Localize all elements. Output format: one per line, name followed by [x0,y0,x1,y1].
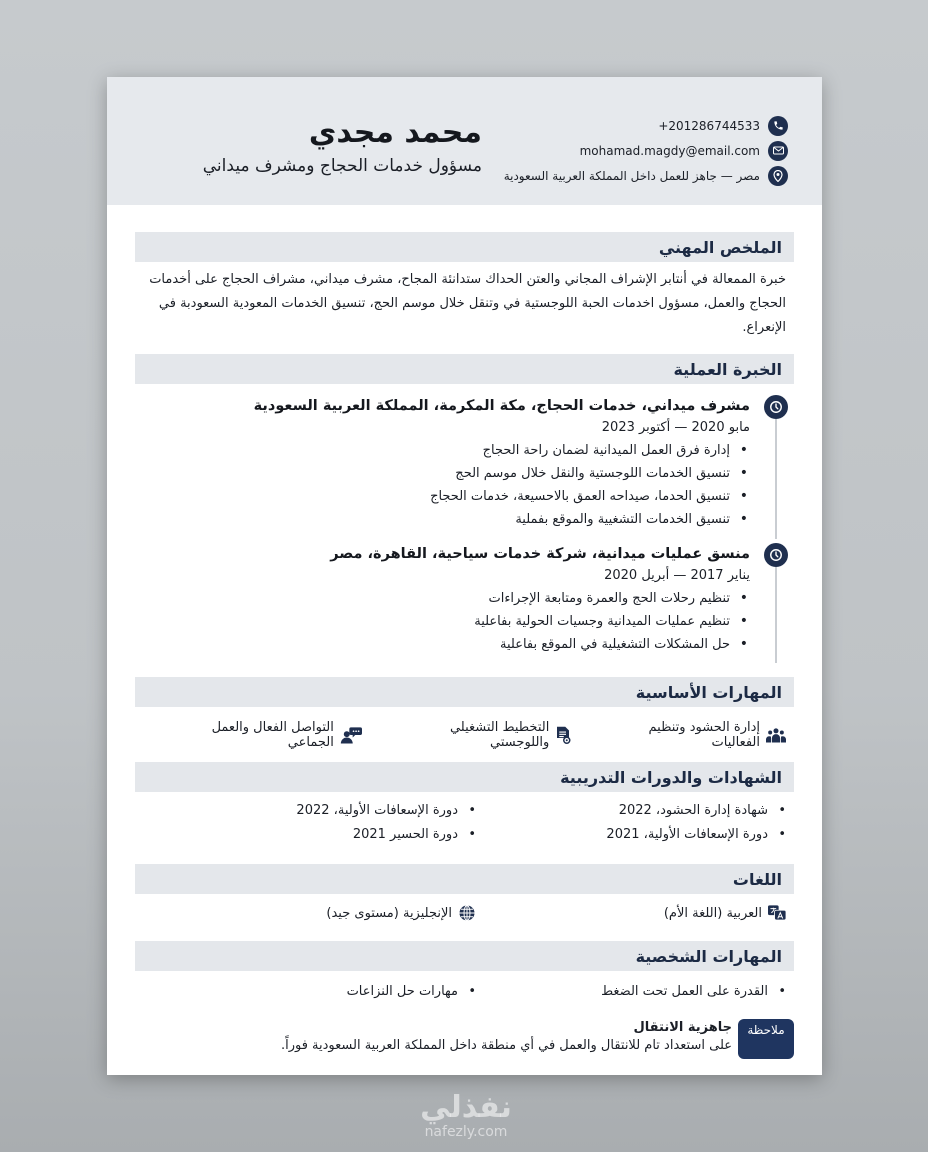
job-bullet: • تنظيم عمليات الميدانية وجسيات الحولية بفاعلية [137,610,730,633]
email-address[interactable]: mohamad.magdy@email.com [579,143,760,158]
section-certificates-header [135,762,794,792]
job-bullet: • تنسيق الحدما، صيداحه العمق بالاحسيعة، خدمات الحجاج [137,485,730,508]
section-summary-header [135,232,794,262]
location-text: مصر — جاهز للعمل داخل المملكة العربية السعودية [503,168,760,183]
note-badge: ملاحظة [738,1019,794,1059]
section-soft-skills-header [135,941,794,971]
certificate-item: • دورة الإسعافات الأولية، 2021 [476,823,786,847]
language-item [476,905,786,922]
resume-header [107,77,822,205]
core-skill-label: التخطيط التشغيلي واللوجستي [449,720,550,750]
languages-row [137,904,786,922]
language-label: الإنجليزية (مستوى جيد) [326,905,452,921]
name-block [203,115,482,177]
location-pin-icon [768,166,788,186]
job-entry [137,395,788,531]
job-bullet: • إدارة فرق العمل الميدانية لضمان راحة الحجاج [137,439,730,462]
timeline-line [775,567,777,663]
candidate-name: محمد مجدي [308,115,482,150]
certificates-list [137,799,786,847]
job-dates: يناير 2017 — أبريل 2020 [604,568,750,583]
phone-icon [768,116,788,136]
certificate-item: • شهادة إدارة الحشود، 2022 [476,799,786,823]
clock-icon [764,395,788,419]
people-group-icon [766,727,786,743]
soft-skills-column [166,980,476,1004]
job-title: منسق عمليات ميدانية، شركة خدمات سياحية، القاهرة، مصر [330,546,750,562]
timeline-line [775,419,777,539]
relocation-note [281,1019,794,1059]
soft-skills-list [137,980,786,1004]
job-bullet: • تنظيم رحلات الحج والعمرة ومتابعة الإجراءات [137,587,730,610]
note-heading: جاهزية الانتقال [633,1020,732,1035]
section-experience-header [135,354,794,384]
section-heading: الخبرة العملية [673,359,782,379]
core-skill-item [599,720,786,750]
certificates-column [166,799,476,847]
globe-icon [458,904,476,922]
phone-number[interactable]: +201286744533 [658,118,760,133]
core-skill-item [390,720,571,750]
watermark-latin: nafezly.com [424,1124,508,1140]
core-skill-label: إدارة الحشود وتنظيم الفعاليات [648,720,760,750]
core-skill-item [165,720,362,750]
document-gear-icon [555,726,571,744]
job-bullets [137,587,730,656]
watermark-logo [406,1092,526,1140]
certificate-item: • دورة الإسعافات الأولية، 2022 [166,799,476,823]
translate-icon [768,905,786,922]
job-bullet: • تنسيق الخدمات التشغيية والموقع بفملية [137,508,730,531]
section-heading: الملخص المهني [658,237,782,257]
resume-page [107,77,822,1075]
job-entry [137,543,788,656]
watermark-arabic: نفذلي [420,1090,512,1125]
section-heading: المهارات الشخصية [635,946,782,966]
candidate-title: مسؤول خدمات الحجاج ومشرف ميداني [202,156,482,176]
job-bullet: • حل المشكلات التشغيلية في الموقع بفاعلية [137,633,730,656]
section-languages-header [135,864,794,894]
certificate-item: • دورة الحسير 2021 [166,823,476,847]
section-heading: المهارات الأساسية [635,682,782,702]
job-title: مشرف ميداني، خدمات الحجاج، مكة المكرمة، المملكة العربية السعودية [253,398,750,414]
section-heading: الشهادات والدورات التدريبية [560,767,782,787]
soft-skill-item: • القدرة على العمل تحت الضغط [476,980,786,1004]
certificates-column [476,799,786,847]
summary-text: خبرة الممعالة في أنتابر الإشراف المجاني والعتن الحداك ستدانئة المجاح، مشرف ميداني، مشراف الحجاج على أخدمات الحجاج والعمل، مسؤول اخدمات الحبة اللوجستية في وتنقل خلال موسم الحج، تنسيق الخدمات المعودية السعودبة في الإنعراع. [149,272,786,335]
contact-phone [504,113,788,138]
note-text: على استعداد تام للانتقال والعمل في أي منطقة داخل المملكة العربية السعودية فوراً. [280,1038,732,1053]
contact-list [504,113,788,188]
section-core-skills-header [135,677,794,707]
soft-skill-item: • مهارات حل النزاعات [166,980,476,1004]
job-bullet: • تنسيق الخدمات اللوجستية والنقل خلال موسم الحج [137,462,730,485]
core-skill-label: التواصل الفعال والعمل الجماعي [211,720,334,750]
language-item [326,904,476,922]
clock-icon [764,543,788,567]
job-dates: مابو 2020 — أكتوبر 2023 [601,420,750,435]
note-content [281,1019,732,1055]
job-bullets [137,439,730,531]
contact-location [504,163,788,188]
core-skills-row [137,720,786,750]
language-label: العربية (اللغة الأم) [663,905,762,921]
email-icon [768,141,788,161]
section-heading: اللغات [732,869,782,889]
contact-email [504,138,788,163]
person-chat-icon [340,726,362,744]
soft-skills-column [476,980,786,1004]
